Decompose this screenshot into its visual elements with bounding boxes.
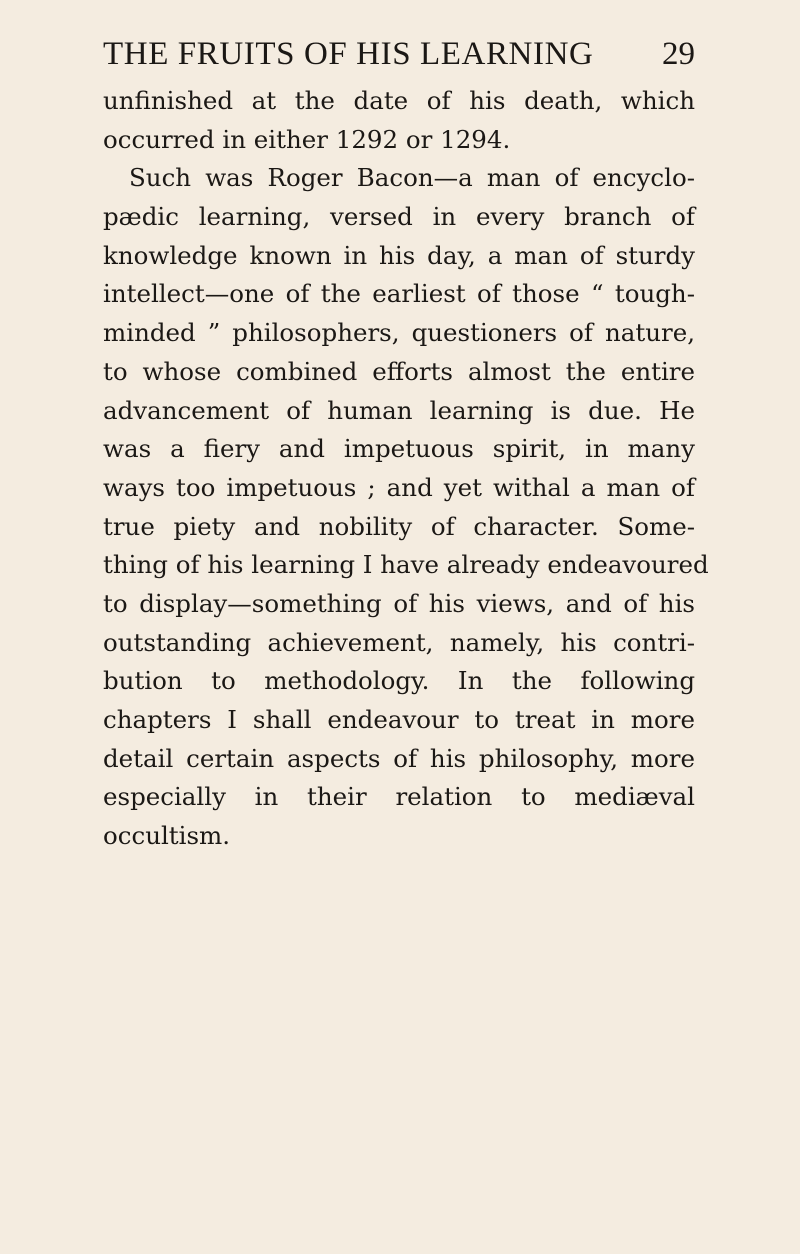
page-number: 29 <box>662 36 695 72</box>
text-line: outstanding achievement, namely, his contri- <box>103 627 695 657</box>
text-line: occurred in either 1292 or 1294. <box>103 124 511 154</box>
running-head <box>103 36 695 78</box>
text-line: to display—something of his views, and of his <box>103 588 695 618</box>
text-line: advancement of human learning is due. He <box>103 395 695 425</box>
text-line: intellect—one of the earliest of those “ tough- <box>103 279 695 309</box>
text-line: unfinished at the date of his death, which <box>103 86 695 115</box>
running-title: THE FRUITS OF HIS LEARNING <box>103 36 594 72</box>
text-line: knowledge known in his day, a man of sturdy <box>103 240 695 270</box>
text-line: occultism. <box>103 821 231 851</box>
text-line: thing of his learning I have already endeavoured <box>103 550 709 580</box>
text-line: true piety and nobility of character. Some- <box>103 511 695 541</box>
text-line: ways too impetuous ; and yet withal a man of <box>103 472 695 502</box>
text-line: detail certain aspects of his philosophy, more <box>103 743 695 773</box>
text-line: Such was Roger Bacon—a man of encyclo- <box>129 163 695 193</box>
body-text <box>103 82 709 856</box>
text-line: chapters I shall endeavour to treat in more <box>103 705 695 734</box>
text-line: especially in their relation to mediæval <box>103 782 695 812</box>
text-line: minded ” philosophers, questioners of nature, <box>103 318 695 348</box>
text-line: pædic learning, versed in every branch of <box>103 202 695 232</box>
text-line: was a fiery and impetuous spirit, in many <box>103 434 695 464</box>
text-line: to whose combined efforts almost the entire <box>103 356 695 386</box>
text-line: bution to methodology. In the following <box>103 666 695 696</box>
